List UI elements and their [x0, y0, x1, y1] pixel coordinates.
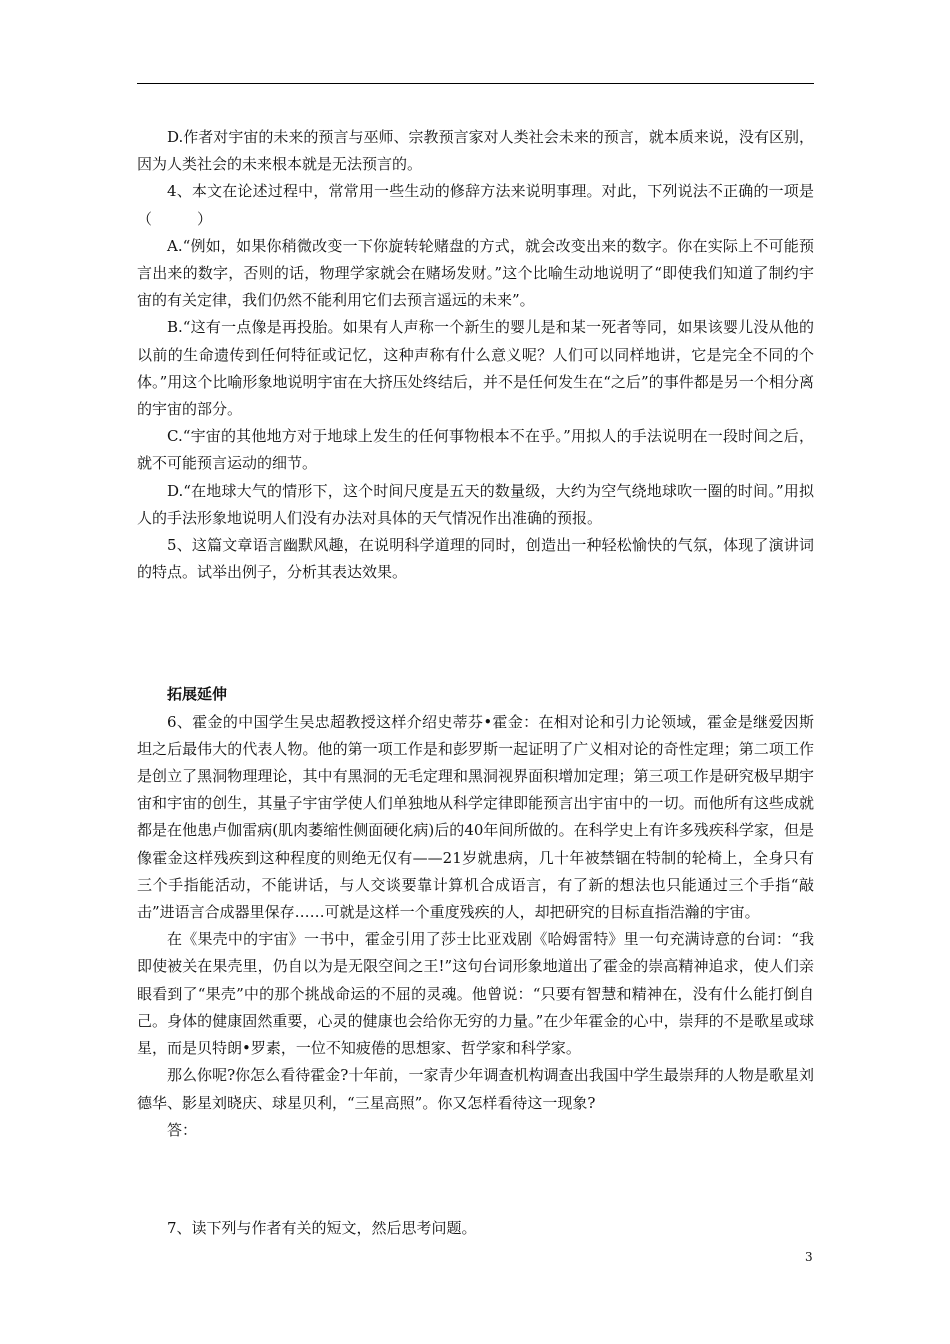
option-d-paragraph: D.作者对宇宙的未来的预言与巫师、宗教预言家对人类社会未来的预言，就本质来说，没有区别，因为人类社会的未来根本就是无法预言的。: [137, 128, 814, 174]
page-number: 3: [805, 1250, 813, 1264]
section-heading: 拓展延伸: [167, 685, 228, 704]
option-b-paragraph: B.“这有一点像是再投胎。如果有人声称一个新生的婴儿是和某一死者等同，如果该婴儿没从他的以前的生命遗传到任何特征或记忆，这种声称有什么意义呢？人们可以同样地讲，它是完全不同的个体。”用这个比喻形象地说明宇宙在大挤压处终结后，并不是任何发生在“之后”的事件都是另一个相分离的宇宙的部分。: [137, 318, 814, 419]
reflection-paragraph: 那么你呢?你怎么看待霍金?十年前，一家青少年调查机构调查出我国中学生最崇拜的人物是歌星刘德华、影星刘晓庆、球星贝利，“三星高照”。你又怎样看待这一现象?: [137, 1066, 814, 1112]
answer-space: [137, 586, 814, 681]
question-6-paragraph: 6、霍金的中国学生吴忠超教授这样介绍史蒂芬•霍金：在相对论和引力论领域，霍金是继爱因斯坦之后最伟大的代表人物。他的第一项工作是和彭罗斯一起证明了广义相对论的奇性定理；第二项工作是创立了黑洞物理理论，其中有黑洞的无毛定理和黑洞视界面积增加定理；第三项工作是研究极早期宇宙和宇宙的创生，其量子宇宙学使人们单独地从科学定律即能预言出宇宙中的一切。而他所有这些成就都是在他患卢伽雷病(肌肉萎缩性侧面硬化病)后的40年间所做的。在科学史上有许多残疾科学家，但是像霍金这样残疾到这种程度的则绝无仅有——21岁就患病，几十年被禁锢在特制的轮椅上，全身只有三个手指能活动，不能讲话，与人交谈要靠计算机合成语言，有了新的想法也只能通过三个手指“敲击”进语言合成器里保存……可就是这样一个重度残疾的人，却把研究的目标直指浩瀚的宇宙。: [137, 712, 814, 922]
option-d2-paragraph: D.“在地球大气的情形下，这个时间尺度是五天的数量级，大约为空气绕地球吹一圈的时间。”用拟人的手法形象地说明人们没有办法对具体的天气情况作出准确的预报。: [137, 481, 814, 527]
answer-blank: [137, 1144, 814, 1215]
hawking-quote-paragraph: 在《果壳中的宇宙》一书中，霍金引用了莎士比亚戏剧《哈姆雷特》里一句充满诗意的台词：“我即使被关在果壳里，仍自以为是无限空间之王!”这句台词形象地道出了霍金的崇高精神追求，使人们亲眼看到了“果壳”中的那个挑战命运的不屈的灵魂。他曾说：“只要有智慧和精神在，没有什么能打倒自己。身体的健康固然重要，心灵的健康也会给你无穷的力量。”在少年霍金的心中，崇拜的不是歌星或球星，而是贝特朗•罗素，一位不知疲倦的思想家、哲学家和科学家。: [137, 930, 814, 1058]
document-body: [137, 124, 814, 1242]
question-5-paragraph: 5、这篇文章语言幽默风趣，在说明科学道理的同时，创造出一种轻松愉快的气氛，体现了演讲词的特点。试举出例子，分析其表达效果。: [137, 536, 814, 582]
answer-label: 答：: [167, 1120, 198, 1139]
option-a-paragraph: A.“例如，如果你稍微改变一下你旋转轮赌盘的方式，就会改变出来的数字。你在实际上不可能预言出来的数字，否则的话，物理学家就会在赌场发财。”这个比喻生动地说明了“即使我们知道了制约宇宙的有关定律，我们仍然不能利用它们去预言遥远的未来”。: [137, 236, 814, 310]
header-rule: [137, 83, 814, 84]
question-7-paragraph: 7、读下列与作者有关的短文，然后思考问题。: [167, 1218, 477, 1237]
question-4-paragraph: 4、本文在论述过程中，常常用一些生动的修辞方法来说明事理。对此，下列说法不正确的一项是（ ）: [137, 182, 814, 228]
option-c-paragraph: C.“宇宙的其他地方对于地球上发生的任何事物根本不在乎。”用拟人的手法说明在一段时间之后，就不可能预言运动的细节。: [137, 427, 814, 473]
